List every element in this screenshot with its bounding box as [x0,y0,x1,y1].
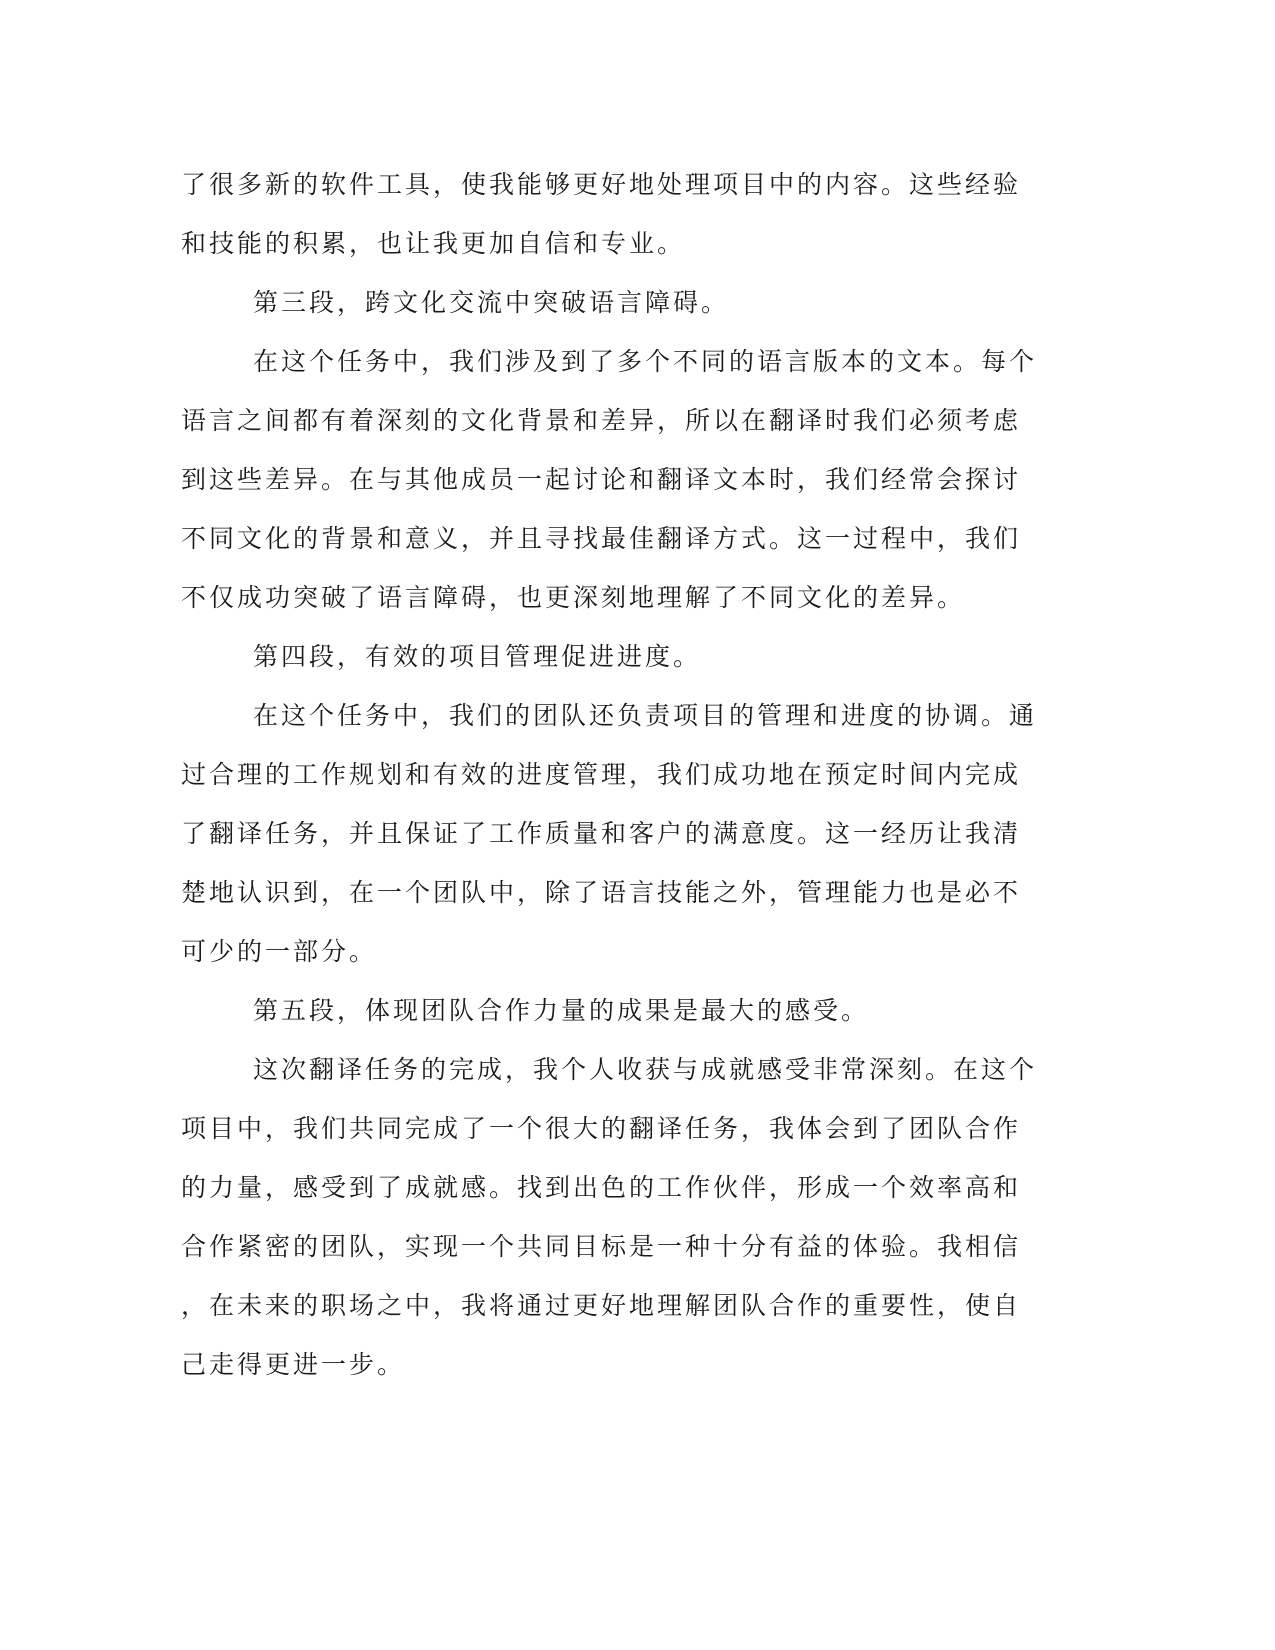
text-line: 不仅成功突破了语言障碍，也更深刻地理解了不同文化的差异。 [181,583,966,612]
text-line: 和技能的积累，也让我更加自信和专业。 [181,229,686,258]
section-heading: 第三段，跨文化交流中突破语言障碍。 [253,288,730,317]
text-line: 楚地认识到，在一个团队中，除了语言技能之外，管理能力也是必不 [181,878,1022,907]
section-heading: 第五段，体现团队合作力量的成果是最大的感受。 [253,996,870,1025]
paragraph-start-line: 在这个任务中，我们涉及到了多个不同的语言版本的文本。每个 [253,347,1038,376]
text-line: 了很多新的软件工具，使我能够更好地处理项目中的内容。这些经验 [181,170,1022,199]
paragraph-start-line: 在这个任务中，我们的团队还负责项目的管理和进度的协调。通 [253,701,1038,730]
text-line: 的力量，感受到了成就感。找到出色的工作伙伴，形成一个效率高和 [181,1173,1022,1202]
text-line: 合作紧密的团队，实现一个共同目标是一种十分有益的体验。我相信 [181,1232,1022,1261]
text-line: ，在未来的职场之中，我将通过更好地理解团队合作的重要性，使自 [181,1291,1022,1320]
text-line: 了翻译任务，并且保证了工作质量和客户的满意度。这一经历让我清 [181,819,1022,848]
body-text [181,155,1041,1394]
text-line: 不同文化的背景和意义，并且寻找最佳翻译方式。这一过程中，我们 [181,524,1022,553]
text-line: 项目中，我们共同完成了一个很大的翻译任务，我体会到了团队合作 [181,1114,1022,1143]
text-line: 可少的一部分。 [181,937,378,966]
paragraph-start-line: 这次翻译任务的完成，我个人收获与成就感受非常深刻。在这个 [253,1055,1038,1084]
section-heading: 第四段，有效的项目管理促进进度。 [253,642,702,671]
text-line: 过合理的工作规划和有效的进度管理，我们成功地在预定时间内完成 [181,760,1022,789]
text-line: 己走得更进一步。 [181,1350,406,1379]
text-line: 到这些差异。在与其他成员一起讨论和翻译文本时，我们经常会探讨 [181,465,1022,494]
text-line: 语言之间都有着深刻的文化背景和差异，所以在翻译时我们必须考虑 [181,406,1022,435]
